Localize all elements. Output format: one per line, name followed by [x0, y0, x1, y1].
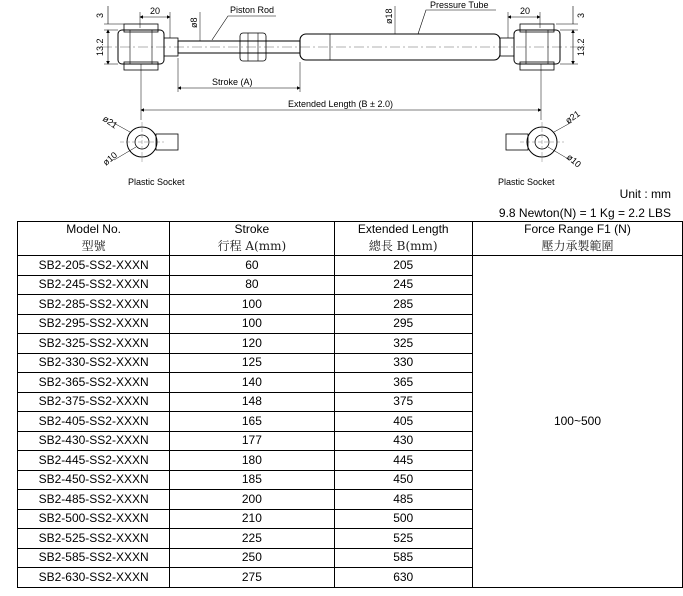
cell-length: 585: [334, 548, 472, 568]
header-force-en: Force Range F1 (N): [524, 222, 631, 236]
cell-stroke: 185: [170, 470, 334, 490]
cell-model: SB2-325-SS2-XXXN: [18, 334, 170, 354]
cell-model: SB2-630-SS2-XXXN: [18, 568, 170, 588]
conversion-note: 9.8 Newton(N) = 1 Kg = 2.2 LBS: [498, 206, 671, 220]
dim-right-socket-outer: ø21: [563, 108, 582, 126]
cell-stroke: 60: [170, 256, 334, 276]
header-force-zh: 壓力承製範圍: [541, 239, 614, 253]
cell-length: 205: [334, 256, 472, 276]
cell-model: SB2-205-SS2-XXXN: [18, 256, 170, 276]
cell-length: 245: [334, 275, 472, 295]
label-pressure-tube: Pressure Tube: [430, 0, 489, 10]
cell-stroke: 140: [170, 373, 334, 393]
cell-model: SB2-295-SS2-XXXN: [18, 314, 170, 334]
label-extended-length: Extended Length (B ± 2.0): [288, 99, 394, 109]
cell-model: SB2-375-SS2-XXXN: [18, 392, 170, 412]
cell-model: SB2-330-SS2-XXXN: [18, 353, 170, 373]
cell-stroke: 148: [170, 392, 334, 412]
header-model: [18, 222, 170, 256]
cell-length: 430: [334, 431, 472, 451]
cell-stroke: 200: [170, 490, 334, 510]
header-length-zh: 總長 B(mm): [368, 239, 438, 253]
cell-model: SB2-245-SS2-XXXN: [18, 275, 170, 295]
cell-stroke: 250: [170, 548, 334, 568]
label-stroke: Stroke (A): [212, 77, 253, 87]
gas-spring-drawing: [0, 0, 683, 192]
header-model-zh: 型號: [81, 239, 106, 253]
header-force: [472, 222, 682, 256]
label-piston-rod: Piston Rod: [230, 5, 275, 15]
label-plastic-socket-left: Plastic Socket: [128, 177, 185, 187]
right-plastic-socket: [506, 122, 572, 162]
cell-length: 325: [334, 334, 472, 354]
header-stroke-en: Stroke: [234, 222, 270, 236]
header-length: [334, 222, 472, 256]
cell-stroke: 275: [170, 568, 334, 588]
cell-stroke: 100: [170, 295, 334, 315]
cell-length: 525: [334, 529, 472, 549]
cell-stroke: 210: [170, 509, 334, 529]
cell-length: 500: [334, 509, 472, 529]
dim-left-height: 13.2: [95, 38, 105, 56]
cell-stroke: 125: [170, 353, 334, 373]
cell-model: SB2-405-SS2-XXXN: [18, 412, 170, 432]
dim-left-top-offset: 3: [95, 12, 105, 18]
dim-left-socket-outer: ø21: [100, 113, 120, 131]
cell-length: 330: [334, 353, 472, 373]
cell-length: 375: [334, 392, 472, 412]
spec-table: [17, 221, 683, 588]
header-stroke-zh: 行程 A(mm): [217, 239, 287, 253]
header-stroke: [170, 222, 334, 256]
cell-model: SB2-525-SS2-XXXN: [18, 529, 170, 549]
cell-length: 630: [334, 568, 472, 588]
table-row: [18, 256, 683, 276]
dim-right-top-offset: 3: [576, 12, 586, 18]
cell-model: SB2-445-SS2-XXXN: [18, 451, 170, 471]
cell-stroke: 180: [170, 451, 334, 471]
label-plastic-socket-right: Plastic Socket: [498, 177, 555, 187]
cell-length: 405: [334, 412, 472, 432]
cell-model: SB2-585-SS2-XXXN: [18, 548, 170, 568]
cell-stroke: 100: [170, 314, 334, 334]
table-header-row: [18, 222, 683, 256]
cell-length: 450: [334, 470, 472, 490]
cell-length: 485: [334, 490, 472, 510]
cell-length: 295: [334, 314, 472, 334]
dim-right-height: 13.2: [576, 38, 586, 56]
dim-rod-diameter: ø8: [189, 17, 199, 28]
cell-length: 445: [334, 451, 472, 471]
cell-force-range: 100~500: [472, 256, 682, 588]
header-length-en: Extended Length: [357, 222, 449, 236]
cell-model: SB2-285-SS2-XXXN: [18, 295, 170, 315]
spec-table-body: [18, 256, 683, 588]
cell-stroke: 177: [170, 431, 334, 451]
unit-note: Unit : mm: [619, 187, 671, 201]
dim-left-end-width: 20: [150, 6, 161, 16]
cell-model: SB2-430-SS2-XXXN: [18, 431, 170, 451]
left-plastic-socket: [112, 122, 178, 162]
cell-model: SB2-450-SS2-XXXN: [18, 470, 170, 490]
cell-stroke: 80: [170, 275, 334, 295]
cell-stroke: 120: [170, 334, 334, 354]
cell-stroke: 165: [170, 412, 334, 432]
cell-length: 365: [334, 373, 472, 393]
cell-model: SB2-485-SS2-XXXN: [18, 490, 170, 510]
header-model-en: Model No.: [66, 222, 121, 236]
dim-tube-diameter: ø18: [384, 8, 394, 24]
dim-right-end-width: 20: [520, 6, 531, 16]
cell-model: SB2-500-SS2-XXXN: [18, 509, 170, 529]
drawing-svg: [0, 0, 683, 192]
dim-right-socket-inner: ø10: [564, 151, 584, 170]
cell-length: 285: [334, 295, 472, 315]
cell-stroke: 225: [170, 529, 334, 549]
cell-model: SB2-365-SS2-XXXN: [18, 373, 170, 393]
dim-left-socket-inner: ø10: [100, 149, 120, 168]
